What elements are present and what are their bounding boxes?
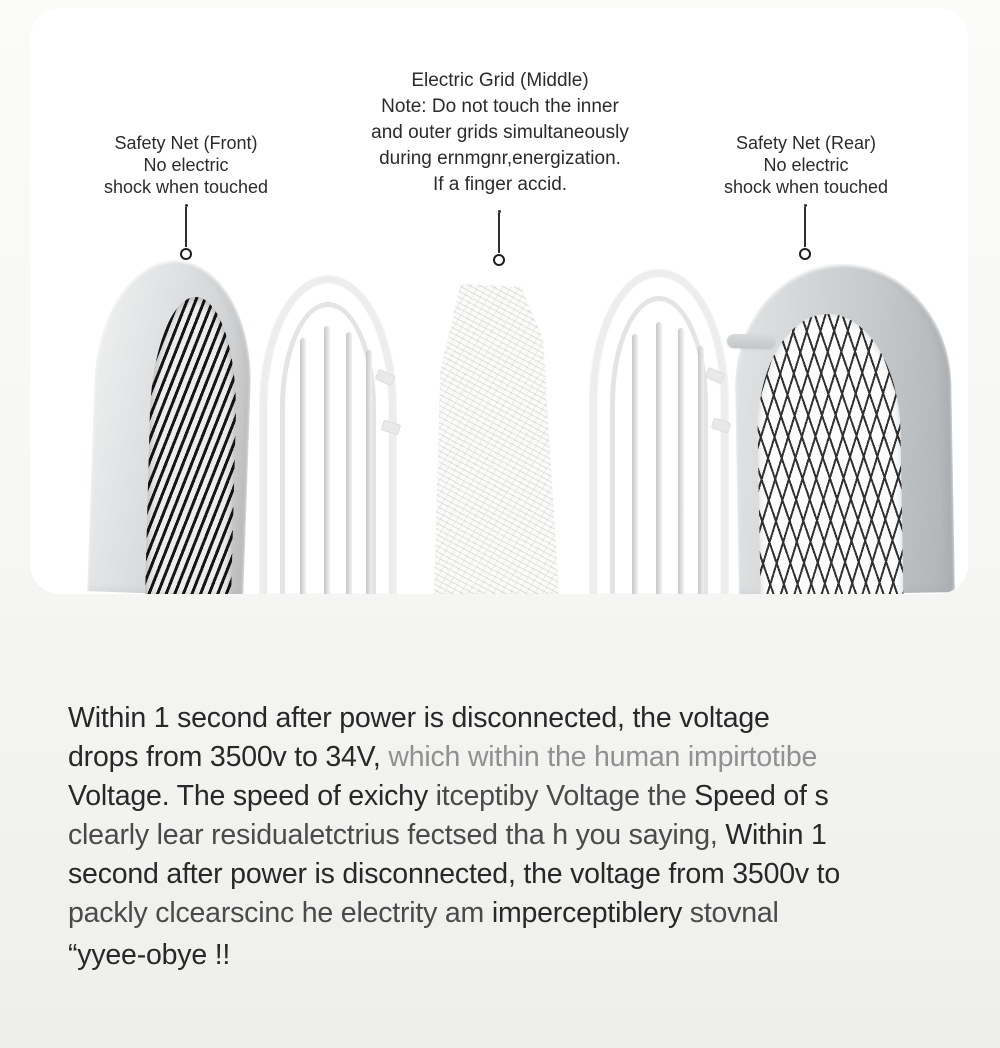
frame-bar [632, 334, 638, 594]
label-rear-net [696, 132, 916, 198]
electric-grid-mesh [420, 284, 576, 594]
product-card [30, 8, 968, 594]
frame-bar [346, 332, 352, 594]
text-segment: stovnal [689, 897, 779, 929]
leader-stem [804, 207, 806, 247]
label-line: shock when touched [103, 177, 269, 197]
leader-ring-icon [493, 254, 505, 266]
label-line: and outer grids simultaneously [371, 122, 629, 143]
text-segment: packly clcearscinc he electrity am [68, 897, 492, 929]
label-line: No electric [763, 155, 849, 175]
label-line: Electric Grid (Middle) [411, 70, 589, 91]
text-segment: second after power is disconnected, the voltage from 3500v to [68, 858, 841, 890]
label-line: Safety Net (Rear) [735, 133, 877, 153]
description-paragraph [68, 699, 840, 975]
paragraph-line [68, 777, 840, 816]
label-line: Note: Do not touch the inner [381, 96, 619, 117]
paragraph-line [68, 855, 840, 894]
frame-bar [698, 346, 704, 594]
label-line: No electric [143, 155, 229, 175]
frame-bar [324, 326, 330, 594]
front-safety-net-shell [93, 260, 249, 594]
text-segment: “yyee-obye !! [68, 939, 231, 971]
label-electric-grid [330, 68, 670, 198]
label-line: Safety Net (Front) [114, 133, 258, 153]
inner-frame-right [586, 270, 732, 594]
text-segment: Voltage. The speed of exichy [68, 780, 436, 812]
leader-ring-icon [180, 248, 192, 260]
text-segment: itceptiby Voltage the [435, 780, 695, 812]
inner-frame-left [256, 276, 400, 594]
paragraph-line [68, 936, 840, 975]
rear-shell-tab [727, 334, 775, 348]
text-segment: clearly lear residualetctrius fectsed tha h you saying, [68, 819, 726, 851]
text-segment: drops from 3500v to 34V, [68, 741, 389, 773]
paragraph-line [68, 816, 840, 855]
frame-bar [366, 350, 372, 594]
leader-ring-icon [799, 248, 811, 260]
paragraph-line [68, 738, 840, 777]
text-segment: Within 1 second after power is disconnected, the voltage [68, 702, 770, 734]
label-line: shock when touched [723, 177, 889, 197]
frame-bar [656, 322, 662, 594]
leader-line-middle [493, 210, 505, 266]
paragraph-line [68, 894, 840, 933]
paragraph-line [68, 699, 840, 738]
leader-stem [498, 213, 500, 253]
rear-safety-net-shell [736, 264, 952, 594]
label-front-net [76, 132, 296, 198]
label-line: during ernmgnr,energization. [379, 148, 621, 169]
text-segment: which within the human impirtotibe [388, 741, 818, 773]
frame-bar [678, 328, 684, 594]
leader-line-rear [799, 204, 811, 260]
text-segment: Within 1 [725, 819, 827, 851]
label-line: If a finger accid. [432, 174, 568, 195]
leader-stem [185, 207, 187, 247]
frame-bar [300, 338, 306, 594]
text-segment: Speed of s [694, 780, 829, 812]
leader-line-front [180, 204, 192, 260]
rear-shell-mesh [755, 312, 902, 594]
text-segment: imperceptiblery [491, 897, 690, 929]
